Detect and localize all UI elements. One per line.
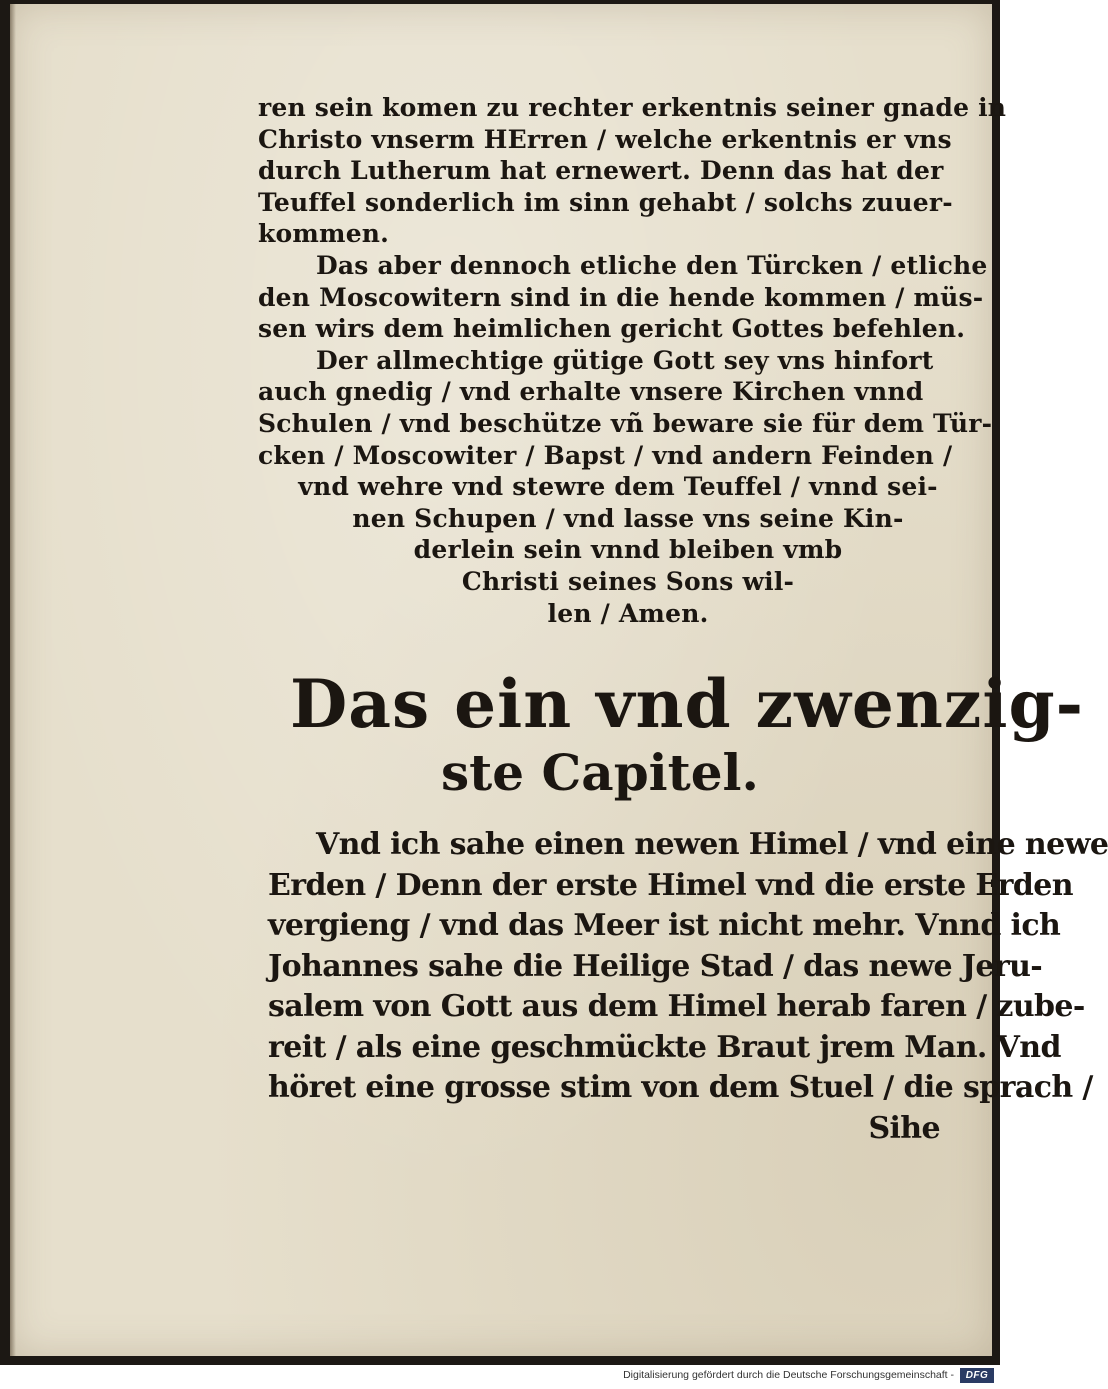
text-line: salem von Gott aus dem Himel herab faren / zube- — [268, 989, 1085, 1024]
text-line: Teuffel sonderlich im sinn gehabt / solchs zuuer- — [258, 187, 953, 217]
paragraph-1 — [258, 92, 1007, 250]
chapter-text-block — [268, 825, 1108, 1149]
chapter-heading: Das ein vnd zwenzig- — [290, 665, 1084, 743]
text-line: vnd wehre vnd stewre dem Teuffel / vnnd sei- — [298, 472, 938, 502]
footer-bar — [0, 1365, 1000, 1389]
upper-text-block — [258, 92, 1007, 629]
text-line: derlein sein vnnd bleiben vmb — [413, 535, 843, 565]
text-line: kommen. — [258, 219, 390, 249]
page-gutter-shadow — [10, 4, 16, 1356]
text-line: nen Schupen / vnd lasse vns seine Kin- — [352, 503, 904, 533]
paragraph-3 — [258, 345, 993, 629]
text-line: Christo vnserm HErren / welche erkentnis er vns — [258, 124, 952, 154]
text-line: Vnd ich sahe einen newen Himel / vnd eine newe — [316, 827, 1108, 862]
funding-credit: Digitalisierung gefördert durch die Deutsche Forschungsgemeinschaft - — [623, 1369, 954, 1381]
text-line: ren sein komen zu rechter erkentnis seiner gnade in — [258, 93, 1007, 122]
text-line: den Moscowitern sind in die hende kommen / müs- — [258, 282, 984, 312]
catchword: Sihe — [868, 1110, 940, 1146]
text-line: Johannes sahe die Heilige Stad / das newe Jeru- — [268, 948, 1043, 984]
dfg-logo[interactable]: DFG — [960, 1368, 994, 1383]
chapter-heading-continued: ste Capitel. — [441, 743, 759, 802]
text-line: Christi seines Sons wil- — [461, 566, 795, 596]
text-line: len / Amen. — [547, 598, 709, 628]
text-line: auch gnedig / vnd erhalte vnsere Kirchen vnnd — [258, 377, 924, 407]
text-line: durch Lutherum hat ernewert. Denn das hat der — [258, 156, 944, 186]
text-line: Der allmechtige gütige Gott sey vns hinfort — [316, 345, 934, 375]
text-line: höret eine grosse stim von dem Stuel / die sprach / — [268, 1070, 1093, 1105]
text-line: cken / Moscowiter / Bapst / vnd andern Feinden / — [258, 440, 953, 470]
text-line: sen wirs dem heimlichen gericht Gottes befehlen. — [258, 314, 966, 344]
text-line: Das aber dennoch etliche den Türcken / etliche — [316, 250, 988, 280]
text-line: vergieng / vnd das Meer ist nicht mehr. Vnnd ich — [268, 908, 1061, 943]
paragraph-2 — [258, 250, 988, 345]
text-line: Erden / Denn der erste Himel vnd die erste Erden — [268, 867, 1073, 903]
text-line: reit / als eine geschmückte Braut jrem Man. Vnd — [268, 1029, 1061, 1065]
text-line: Schulen / vnd beschütze vñ beware sie für dem Tür- — [258, 408, 993, 438]
